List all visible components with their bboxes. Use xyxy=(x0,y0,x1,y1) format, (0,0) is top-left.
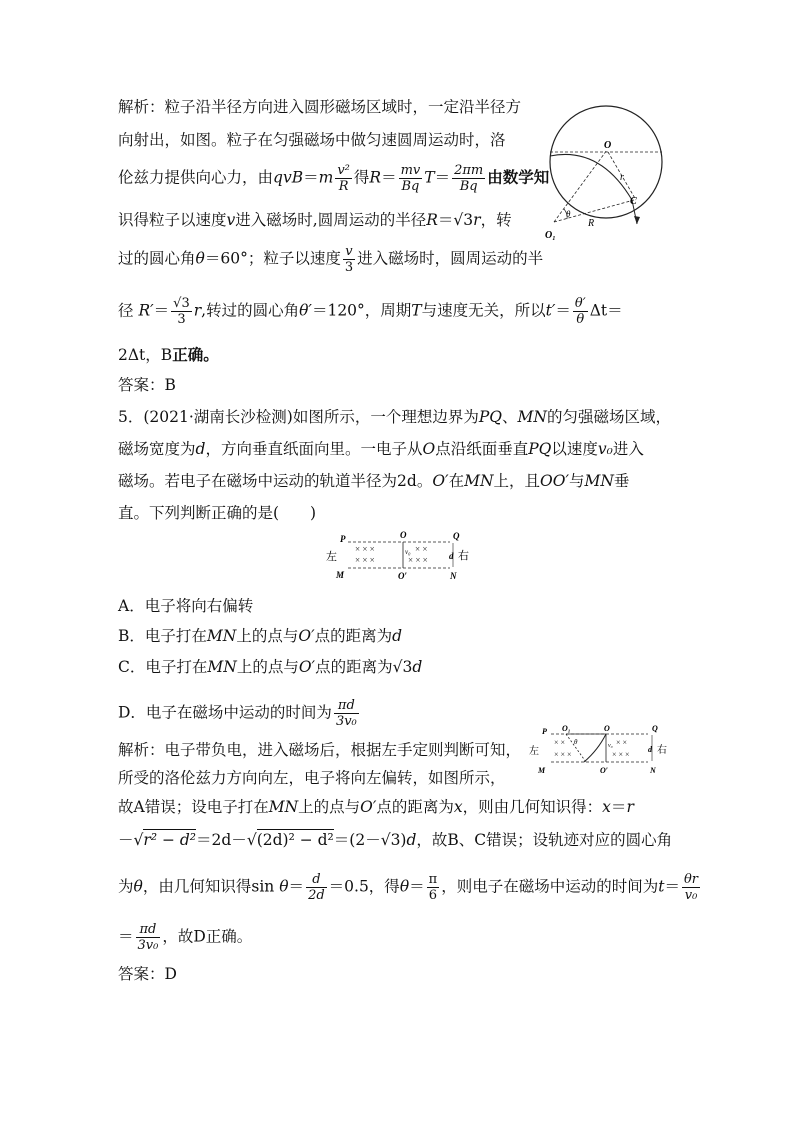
sol4-line-5: 过的圆心角θ＝60°；粒子以速度 $\frac{v}{3}$ 进入磁场时，圆周运动的半 xyxy=(118,244,544,275)
sol5-label-left: 左 xyxy=(529,746,539,757)
sol5-answer: 答案：D xyxy=(118,965,177,983)
sol4-line-3: 伦兹力提供向心力，由qvB＝m $\frac{\text{v²}}{R}$ 得R＝ $\frac{mv}{Bq}$ T＝ $\frac{2\pi m}{Bq}$ 由数学知 xyxy=(118,163,550,194)
sol5-label-d: d xyxy=(648,745,652,754)
sol5-label-v0: v₀ xyxy=(608,743,613,749)
circle-label-C: C xyxy=(630,196,637,207)
q5-label-Oprime: O′ xyxy=(398,571,408,581)
sol5-label-right: 右 xyxy=(657,745,667,756)
circle-label-R: R xyxy=(588,218,595,229)
q5-line-2: 磁场宽度为d，方向垂直纸面向里。一电子从O点沿纸面垂直PQ以速度v₀进入 xyxy=(118,440,644,458)
sol5-label-O: O xyxy=(604,724,610,733)
q5-line-4: 直。下列判断正确的是( ) xyxy=(118,504,317,522)
sol5-line-2: 所受的洛伦兹力方向向左，电子将向左偏转，如图所示， xyxy=(118,769,506,787)
sol5-label-M: M xyxy=(538,766,546,775)
q5-label-N: N xyxy=(450,571,457,581)
sol5-line-3: 故A错误；设电子打在MN上的点与O′点的距离为x，则由几何知识得：x＝r xyxy=(118,798,634,816)
q5-label-d: d xyxy=(449,551,454,561)
sol5-cross-marks xyxy=(554,738,630,759)
sol4-line-2: 向射出，如图。粒子在匀强磁场中做匀速圆周运动时，洛 xyxy=(118,131,506,149)
svg-text:× ×: × × xyxy=(616,738,628,747)
q5-label-v0: v₀ xyxy=(405,548,411,556)
sol5-line-6: ＝ $\frac{\pi d}{\text{3v₀}}$ ，故D正确。 xyxy=(118,922,253,953)
sol5-label-N: N xyxy=(650,766,656,775)
sol4-line-1: 解析：粒子沿半径方向进入圆形磁场区域时，一定沿半径方 xyxy=(118,98,522,116)
sol5-label-theta: θ xyxy=(574,738,578,746)
q5-label-M: M xyxy=(336,570,345,580)
option-c: C．电子打在MN上的点与O′点的距离为√3d xyxy=(118,658,423,676)
svg-text:× × ×: × × × xyxy=(408,555,428,565)
svg-text:× ×: × × xyxy=(415,544,428,554)
sol5-line-5: 为θ，由几何知识得sin θ＝ $\frac{d}{2d}$ ＝0.5，得θ＝ $\frac{\pi}{6}$ ，则电子在磁场中运动的时间为t＝ $\frac{\theta r}{\text{v₀}}$ xyxy=(118,872,699,903)
sol5-line-1: 解析：电子带负电，进入磁场后，根据左手定则判断可知， xyxy=(118,741,522,759)
circle-label-r: r xyxy=(620,172,624,183)
svg-text:× × ×: × × × xyxy=(612,750,630,759)
svg-text:× ×: × × xyxy=(554,738,566,747)
q5-line-1: 5．(2021·湖南长沙检测)如图所示，一个理想边界为PQ、MN的匀强磁场区域， xyxy=(118,408,671,426)
q5-label-Q: Q xyxy=(453,531,460,541)
sol5-line-4: －√r² − d²＝2d－√(2d)² − d²＝(2－√3)d，故B、C错误；设轨迹对应的圆心角 xyxy=(118,831,673,849)
option-b: B．电子打在MN上的点与O′点的距离为d xyxy=(118,627,403,645)
q5-label-left: 左 xyxy=(326,551,337,563)
option-a: A．电子将向右偏转 xyxy=(118,597,254,615)
circle-label-O1: O₁ xyxy=(545,230,556,241)
svg-text:× × ×: × × × xyxy=(355,555,375,565)
circle-label-O: O xyxy=(604,140,612,151)
sol5-label-Q: Q xyxy=(652,724,658,733)
q5-line-3: 磁场。若电子在磁场中运动的轨道半径为2d。O′在MN上，且OO′与MN垂 xyxy=(118,472,630,490)
q5-label-right: 右 xyxy=(458,550,469,562)
q5-field-diagram xyxy=(308,530,498,586)
option-d: D．电子在磁场中运动的时间为 $\frac{\pi d}{\text{3v₀}}$ xyxy=(118,698,357,729)
sol5-trajectory-diagram xyxy=(526,720,706,780)
sol4-line-4: 识得粒子以速度v进入磁场时,圆周运动的半径R＝√3r，转 xyxy=(118,211,512,229)
svg-text:× × ×: × × × xyxy=(355,544,375,554)
sol5-label-Oprime: O′ xyxy=(600,766,609,775)
sol4-answer: 答案：B xyxy=(118,376,176,394)
circle-diagram xyxy=(540,88,670,248)
sol4-line-6: 径 R′＝ $\frac{√3}{3}$ r,转过的圆心角θ′＝120°，周期T与速度无关，所以t′＝ $\frac{\theta'}{\theta}$ Δt＝ xyxy=(118,296,623,327)
q5-label-O: O xyxy=(400,530,407,540)
sol5-label-O1: O₁ xyxy=(562,724,571,733)
field-cross-marks xyxy=(355,544,428,565)
q5-label-P: P xyxy=(340,534,346,544)
svg-text:× × ×: × × × xyxy=(554,750,572,759)
sol5-label-P: P xyxy=(542,727,547,736)
circle-label-theta: θ xyxy=(566,209,571,219)
sol4-line-7: 2Δt，B正确。 xyxy=(118,345,219,364)
